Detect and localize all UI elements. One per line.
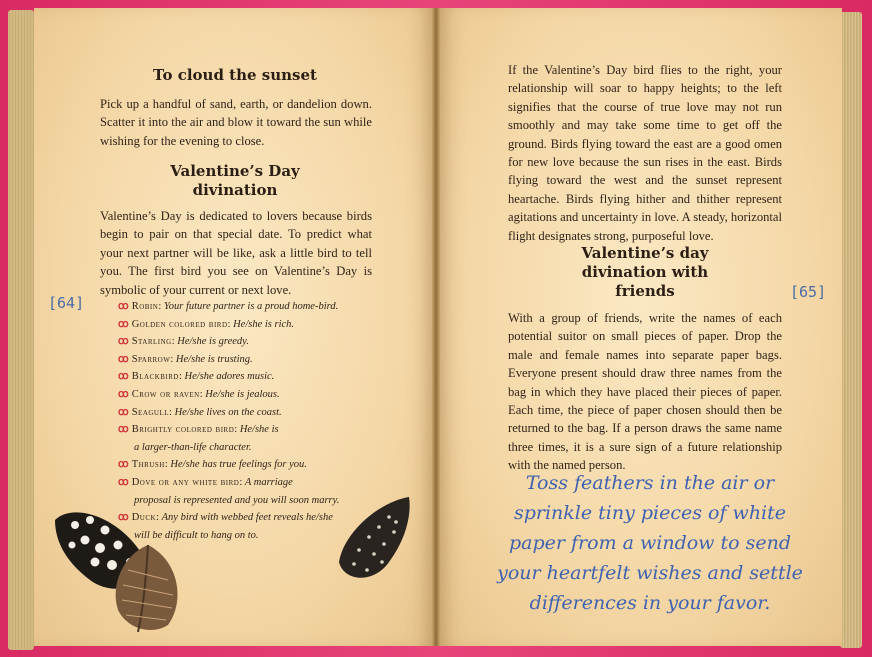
ornament-icon: ꝏ <box>118 459 129 471</box>
heading-valentines-divination <box>100 162 370 200</box>
bird-meaning: He/she adores music. <box>184 371 275 383</box>
ornament-icon: ꝏ <box>118 424 129 436</box>
bird-name: Sparrow <box>131 353 171 365</box>
bird-list-item: ꝏ Starling: He/she is greedy. <box>118 336 249 348</box>
bird-meaning: Any bird with webbed feet reveals he/she <box>161 512 333 524</box>
paragraph-bird-flight: If the Valentine’s Day bird flies to the right, your relationship will soar to happy heights; to the left signifies that the course of true love may not run smoothly and may take some time to get off the ground. Birds flying toward the east are a good omen for new love because the sun rises in the east. Birds flying toward the west and the sunset represent heartache. Birds flying hither and thither represent agitations and uncertainty in love. A steady, horizontal flight designates strong, purposeful love. <box>508 63 782 243</box>
heading-line: Valentine’s day <box>581 244 709 262</box>
page-edges-right <box>840 12 862 648</box>
bird-list-item: ꝏ Duck: Any bird with webbed feet reveals he/she will be difficult to hang on to. <box>118 509 378 544</box>
bird-name: Duck <box>131 512 157 524</box>
bird-name: Starling <box>131 336 172 348</box>
bird-list-item: ꝏ Dove or any white bird: A marriage proposal is represented and you will soon marry. <box>118 474 378 509</box>
heading-line: Valentine’s Day <box>170 162 300 180</box>
bird-meaning: He/she is rich. <box>233 318 295 330</box>
book-gutter <box>432 8 440 646</box>
paragraph-cloud-sunset: Pick up a handful of sand, earth, or dandelion down. Scatter it into the air and blow it toward the sun while wishing for the evening to close. <box>100 97 372 148</box>
ornament-icon: ꝏ <box>118 512 129 524</box>
speckled-feather-image <box>334 492 414 587</box>
bird-meaning: He/she lives on the coast. <box>174 406 282 418</box>
handwritten-line: Toss feathers in the air or <box>525 472 775 494</box>
heading-line: divination with <box>581 263 709 281</box>
paragraph-divination-friends: With a group of friends, write the names of each potential suitor on small pieces of paper. Drop the male and female names into separate paper bags. Everyone present should draw three names from the bag in which they have placed their pieces of paper. Each time, the piece of paper chosen should then be returned to the bag. If a person draws the same name three times, it is a sure sign of a future relationship with the named person. <box>508 311 782 473</box>
heading-divination-friends <box>510 244 780 301</box>
bird-meaning-continued: proposal is represented and you will soon marry. <box>134 494 340 506</box>
bird-list-item: ꝏ Brightly colored bird: He/she is a larger-than-life character. <box>118 421 378 456</box>
brown-feather-image <box>108 540 188 635</box>
bird-list-item: ꝏ Robin: Your future partner is a proud home-bird. <box>118 301 339 312</box>
handwritten-note <box>470 468 830 618</box>
page-number-right: [65] <box>790 283 827 301</box>
bird-name: Blackbird <box>131 371 179 383</box>
ornament-icon: ꝏ <box>118 476 129 488</box>
bird-name: Crow or raven <box>131 388 200 400</box>
bird-list-item: ꝏ Seagull: He/she lives on the coast. <box>118 406 282 418</box>
heading-line: divination <box>192 181 278 199</box>
bird-list-item: ꝏ Blackbird: He/she adores music. <box>118 371 275 383</box>
page-number-left: [64] <box>48 294 85 312</box>
heading-line: friends <box>615 282 675 300</box>
bird-list-item: ꝏ Crow or raven: He/she is jealous. <box>118 388 280 400</box>
bird-name: Seagull <box>131 406 170 418</box>
ornament-icon: ꝏ <box>118 406 129 418</box>
bird-name: Golden colored bird <box>131 318 228 330</box>
ornament-icon: ꝏ <box>118 301 129 312</box>
bird-list-item: ꝏ Golden colored bird: He/she is rich. <box>118 318 295 330</box>
bird-name: Thrush <box>131 459 165 471</box>
bird-meaning: He/she is jealous. <box>205 388 280 400</box>
bird-name: Robin <box>131 301 159 312</box>
bird-meaning: He/she is greedy. <box>177 336 249 348</box>
page-edges-left <box>8 10 34 650</box>
handwritten-line: your heartfelt wishes and settle <box>497 562 803 584</box>
handwritten-line: sprinkle tiny pieces of white <box>513 502 787 524</box>
ornament-icon: ꝏ <box>118 371 129 383</box>
ornament-icon: ꝏ <box>118 388 129 400</box>
bird-list-item: ꝏ Thrush: He/she has true feelings for you. <box>118 459 307 471</box>
bird-meaning: He/she has true feelings for you. <box>170 459 307 471</box>
heading-cloud-sunset: To cloud the sunset <box>153 66 317 84</box>
bird-meaning: He/she is trusting. <box>175 353 253 365</box>
bird-name: Brightly colored bird <box>131 424 235 436</box>
handwritten-line: differences in your favor. <box>529 592 771 614</box>
ornament-icon: ꝏ <box>118 318 129 330</box>
bird-meaning-continued: will be difficult to hang on to. <box>134 529 259 541</box>
bird-meaning: Your future partner is a proud home-bird. <box>163 301 339 312</box>
bird-meaning-continued: a larger-than-life character. <box>134 441 252 453</box>
bird-meaning: He/she is <box>239 424 279 436</box>
ornament-icon: ꝏ <box>118 353 129 365</box>
bird-name: Dove or any white bird <box>131 476 240 488</box>
handwritten-line: paper from a window to send <box>509 532 791 554</box>
paragraph-valentines-divination: Valentine’s Day is dedicated to lovers because birds begin to pair on that special date. To predict what your next partner will be like, ask a little bird to tell you. The first bird you see on Valentine’s Day is symbolic of your current or next love. <box>100 209 372 297</box>
bird-list-item: ꝏ Sparrow: He/she is trusting. <box>118 353 253 365</box>
bird-meaning: A marriage <box>244 476 293 488</box>
ornament-icon: ꝏ <box>118 336 129 348</box>
